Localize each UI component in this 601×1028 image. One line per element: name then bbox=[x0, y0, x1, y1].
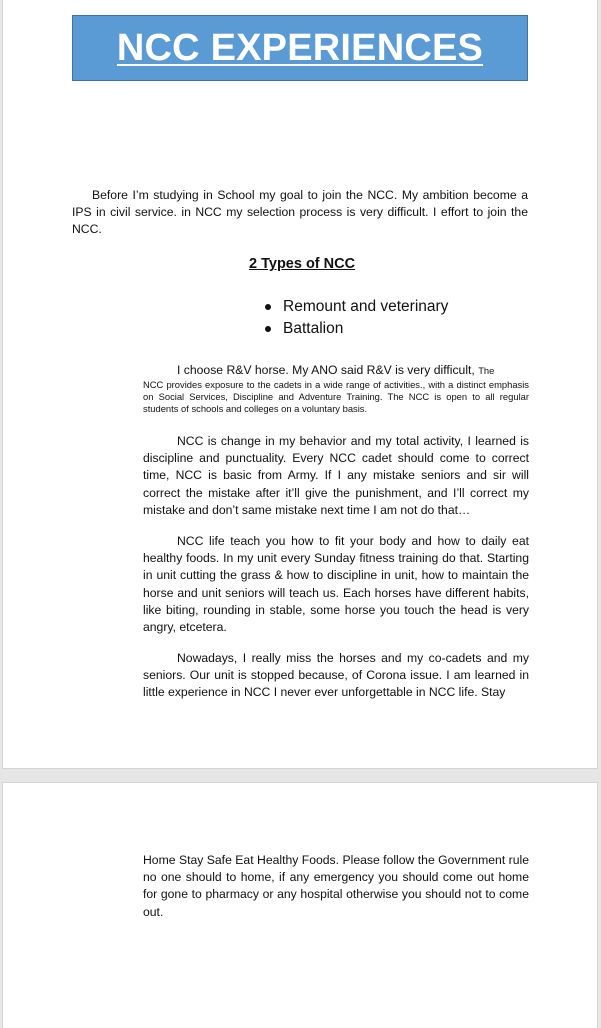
section-heading: 2 Types of NCC bbox=[249, 256, 356, 272]
list-item-label: Remount and veterinary bbox=[283, 298, 449, 315]
document-page-2 bbox=[3, 783, 597, 1028]
list-item-label: Battalion bbox=[283, 320, 344, 337]
list-item bbox=[265, 296, 448, 318]
paragraph-stay-home: Home Stay Safe Eat Healthy Foods. Please follow the Government rule no one should to home, if any emergency you should come out home for gone to pharmacy or any hospital otherwise you should not to come out. bbox=[143, 853, 529, 919]
list-item bbox=[265, 318, 448, 340]
paragraph-lead: I choose R&V horse. My ANO said R&V is very difficult, bbox=[177, 363, 475, 377]
document-page-1 bbox=[3, 0, 597, 768]
paragraph-quoted-text: NCC provides exposure to the cadets in a wide range of activities., with a distinct emphasis on Social Services, Discipline and Adventure Training. The NCC is open to all regular students of schools and colleges on a voluntary basis. bbox=[143, 379, 529, 415]
paragraph-fitness: NCC life teach you how to fit your body and how to daily eat healthy foods. In my unit every Sunday fitness training do that. Starting in unit cutting the grass & how to discipline in unit, how to maintain the horse and unit seniors will teach us. Each horses have different habits, like biting, rounding in stable, some horse you touch the head is very angry, etcetera. bbox=[143, 534, 529, 635]
paragraph-rv-horse bbox=[143, 362, 529, 415]
ncc-types-list bbox=[265, 296, 448, 340]
intro-paragraph: Before I’m studying in School my goal to join the NCC. My ambition become a IPS in civil service. in NCC my selection process is very difficult. I effort to join the NCC. bbox=[72, 188, 528, 237]
paragraph-discipline: NCC is change in my behavior and my total activity, I learned is discipline and punctuality. Every NCC cadet should come to correct time, NCC is basic from Army. If I any mistake seniors and sir will correct the mistake after it’ll give the punishment, and I’ll correct my mistake and don’t same mistake next time I am not do that… bbox=[143, 434, 529, 517]
paragraph-nowadays: Nowadays, I really miss the horses and my co-cadets and my seniors. Our unit is stopped because, of Corona issue. I am learned in little experience in NCC I never ever unforgettable in NCC life. Stay bbox=[143, 651, 529, 700]
title-banner bbox=[72, 15, 528, 81]
paragraph-inline-small: The bbox=[478, 365, 495, 376]
bullet-dot-icon bbox=[265, 304, 271, 310]
document-title: NCC EXPERIENCES bbox=[116, 27, 484, 69]
bullet-dot-icon bbox=[265, 326, 271, 332]
